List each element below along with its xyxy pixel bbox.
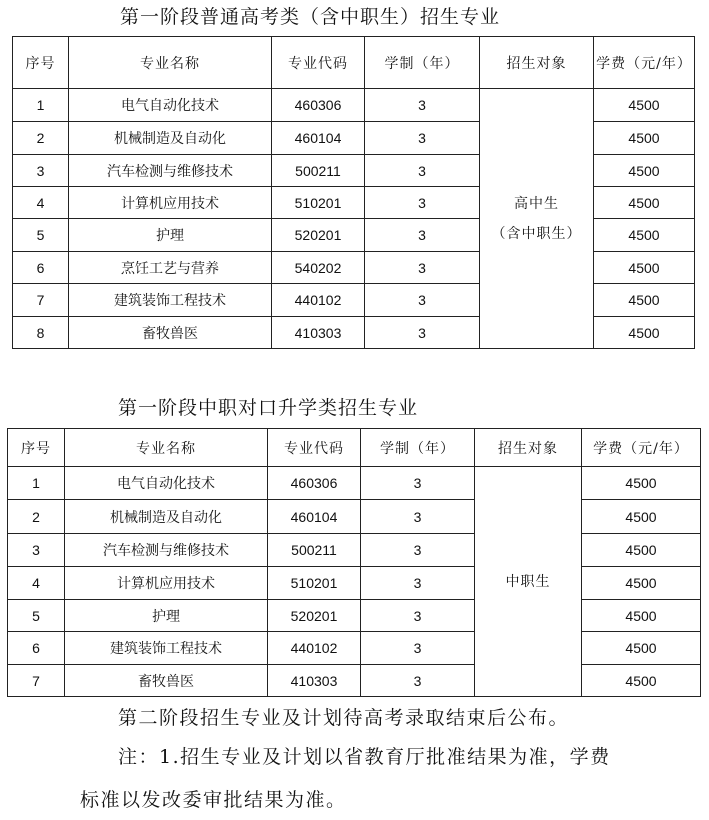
row-fee: 4500 [594,284,695,317]
row-no: 1 [13,89,69,122]
row-no: 2 [8,500,65,534]
row-years: 3 [361,467,475,500]
row-major: 畜牧兽医 [65,665,268,697]
row-major: 机械制造及自动化 [65,500,268,534]
row-fee: 4500 [594,317,695,349]
section2-table [7,428,701,697]
row-major: 计算机应用技术 [65,567,268,600]
header-years: 学制（年） [361,429,475,467]
row-code: 520201 [272,219,365,252]
row-years: 3 [365,89,480,122]
row-fee: 4500 [582,467,701,500]
section1-header-row [13,37,695,89]
row-fee: 4500 [594,219,695,252]
row-no: 1 [8,467,65,500]
table-row [13,89,695,122]
row-fee: 4500 [594,122,695,155]
row-no: 3 [8,534,65,567]
row-no: 3 [13,155,69,187]
row-years: 3 [365,284,480,317]
row-years: 3 [361,600,475,632]
row-no: 8 [13,317,69,349]
section2-header-row [8,429,701,467]
row-fee: 4500 [594,89,695,122]
row-years: 3 [361,567,475,600]
table-row [8,600,701,632]
row-fee: 4500 [582,567,701,600]
row-years: 3 [365,187,480,219]
row-fee: 4500 [582,500,701,534]
row-major: 护理 [69,219,272,252]
row-fee: 4500 [582,665,701,697]
row-major: 畜牧兽医 [69,317,272,349]
row-code: 460306 [272,89,365,122]
target-cell: 中职生 [475,467,582,697]
row-fee: 4500 [594,187,695,219]
row-fee: 4500 [582,632,701,665]
section1-title: 第一阶段普通高考类（含中职生）招生专业 [120,6,501,28]
row-code: 440102 [268,632,361,665]
header-fee: 学费（元/年） [582,429,701,467]
footer-line3: 标准以发改委审批结果为准。 [80,789,347,811]
row-fee: 4500 [582,600,701,632]
row-code: 500211 [268,534,361,567]
row-years: 3 [365,155,480,187]
row-years: 3 [365,252,480,284]
row-years: 3 [361,632,475,665]
table-row [8,467,701,500]
row-fee: 4500 [582,534,701,567]
row-no: 7 [13,284,69,317]
row-no: 5 [13,219,69,252]
row-major: 汽车检测与维修技术 [69,155,272,187]
section1-table [12,36,695,349]
row-code: 460104 [272,122,365,155]
row-code: 510201 [268,567,361,600]
row-code: 460104 [268,500,361,534]
row-code: 440102 [272,284,365,317]
header-target: 招生对象 [480,37,594,89]
table-row [8,534,701,567]
row-years: 3 [365,317,480,349]
section2-title: 第一阶段中职对口升学类招生专业 [118,397,419,419]
row-years: 3 [365,219,480,252]
row-no: 2 [13,122,69,155]
row-years: 3 [361,534,475,567]
header-name: 专业名称 [65,429,268,467]
header-no: 序号 [8,429,65,467]
target-cell [480,89,594,349]
table-row [8,632,701,665]
target-line2: （含中职生） [491,225,582,242]
row-code: 410303 [272,317,365,349]
header-no: 序号 [13,37,69,89]
row-code: 510201 [272,187,365,219]
row-no: 7 [8,665,65,697]
row-years: 3 [365,122,480,155]
row-years: 3 [361,665,475,697]
row-major: 护理 [65,600,268,632]
table-row [8,500,701,534]
row-code: 500211 [272,155,365,187]
row-no: 6 [8,632,65,665]
header-fee: 学费（元/年） [594,37,695,89]
row-major: 电气自动化技术 [69,89,272,122]
row-no: 4 [13,187,69,219]
row-fee: 4500 [594,252,695,284]
row-major: 建筑装饰工程技术 [69,284,272,317]
row-major: 建筑装饰工程技术 [65,632,268,665]
row-code: 460306 [268,467,361,500]
row-no: 6 [13,252,69,284]
row-code: 520201 [268,600,361,632]
table-row [8,567,701,600]
table-row [8,665,701,697]
header-target: 招生对象 [475,429,582,467]
row-no: 5 [8,600,65,632]
footer-line1: 第二阶段招生专业及计划待高考录取结束后公布。 [118,707,570,729]
row-major: 电气自动化技术 [65,467,268,500]
row-no: 4 [8,567,65,600]
target-line1: 高中生 [514,195,559,212]
row-code: 540202 [272,252,365,284]
footer-line2: 注：1.招生专业及计划以省教育厅批准结果为准，学费 [118,746,611,768]
header-years: 学制（年） [365,37,480,89]
row-code: 410303 [268,665,361,697]
header-name: 专业名称 [69,37,272,89]
row-major: 计算机应用技术 [69,187,272,219]
row-major: 机械制造及自动化 [69,122,272,155]
row-fee: 4500 [594,155,695,187]
row-years: 3 [361,500,475,534]
header-code: 专业代码 [268,429,361,467]
row-major: 汽车检测与维修技术 [65,534,268,567]
header-code: 专业代码 [272,37,365,89]
row-major: 烹饪工艺与营养 [69,252,272,284]
